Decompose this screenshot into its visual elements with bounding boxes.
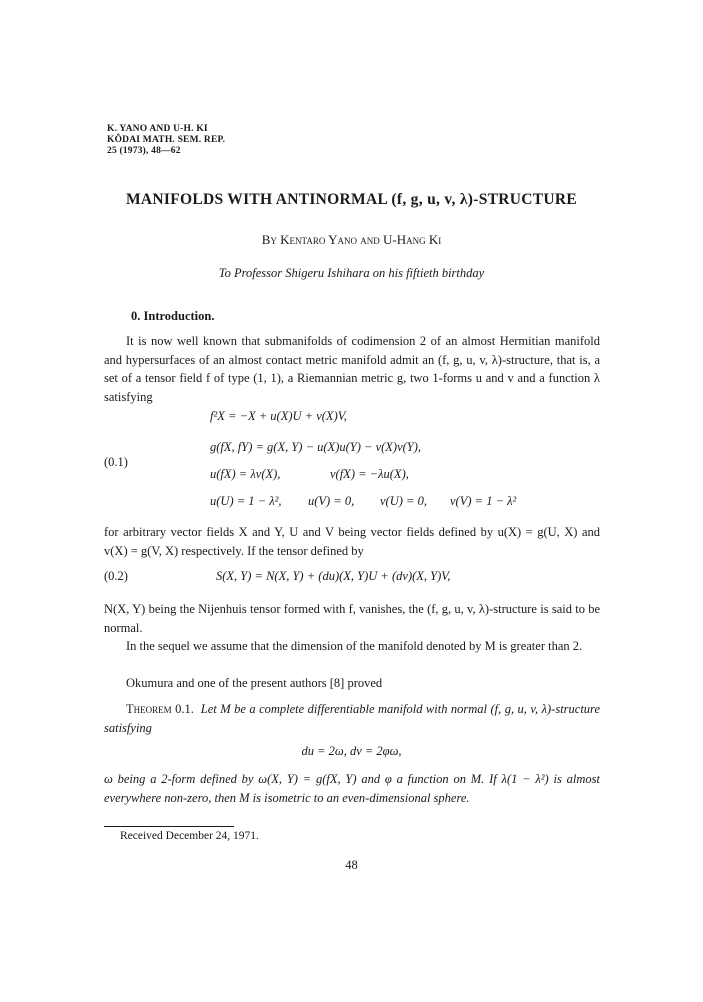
after-eq02-paragraph: N(X, Y) being the Nijenhuis tensor formed with f, vanishes, the (f, g, u, v, λ)-structure is said to be normal. bbox=[104, 602, 600, 635]
eq01-line3a: u(fX) = λv(X), bbox=[210, 467, 281, 481]
after-eq01-paragraph: for arbitrary vector fields X and Y, U and V being vector fields defined by u(X) = g(U, X) and v(X) = g(V, X) respectively. If the tensor defined by bbox=[104, 525, 600, 558]
eq01-line4a: u(U) = 1 − λ², bbox=[210, 494, 282, 508]
eq01-label: (0.1) bbox=[104, 455, 128, 469]
header-journal: KÔDAI MATH. SEM. REP. bbox=[107, 135, 226, 145]
eq01-line2: g(fX, fY) = g(X, Y) − u(X)u(Y) − v(X)v(Y), bbox=[210, 440, 422, 454]
okumura-paragraph bbox=[104, 674, 600, 693]
section-heading: 0. Introduction. bbox=[131, 309, 215, 323]
okumura-text: Okumura and one of the present authors [8] proved bbox=[126, 676, 383, 690]
footnote-rule bbox=[104, 826, 234, 827]
eq02-body: S(X, Y) = N(X, Y) + (du)(X, Y)U + (dv)(X, Y)V, bbox=[216, 569, 451, 583]
dimension-text: In the sequel we assume that the dimension of the manifold denoted by M is greater than 2. bbox=[126, 639, 583, 653]
eq01-line3b: v(fX) = −λu(X), bbox=[330, 467, 409, 481]
footnote-received: Received December 24, 1971. bbox=[120, 830, 259, 842]
dimension-paragraph bbox=[104, 637, 600, 656]
header-volume: 25 (1973), 48—62 bbox=[107, 146, 181, 156]
theorem-text2: ω being a 2-form defined by ω(X, Y) = g(fX, Y) and φ a function on M. If λ(1 − λ²) is almost everywhere non-zero, then M is isometric to an even-dimensional sphere. bbox=[104, 772, 600, 805]
eq02-label: (0.2) bbox=[104, 569, 128, 583]
page-number: 48 bbox=[345, 858, 358, 872]
theorem-label: Theorem 0.1. bbox=[126, 702, 194, 716]
theorem-block bbox=[104, 700, 600, 737]
dedication: To Professor Shigeru Ishihara on his fiftieth birthday bbox=[218, 266, 485, 280]
paper-byline: By Kentaro Yano and U-Hang Ki bbox=[261, 232, 442, 247]
intro-text: It is now well known that submanifolds of codimension 2 of an almost Hermitian manifold and hypersurfaces of an almost contact metric manifold admit an (f, g, u, v, λ)-structure, that is, a set of a tensor field f of type (1, 1), a Riemannian metric g, two 1-forms u and v and a function λ satisfying bbox=[104, 334, 600, 404]
header-authors: K. YANO AND U-H. KI bbox=[107, 124, 208, 134]
eq01-line4b: u(V) = 0, bbox=[308, 494, 355, 508]
theorem-text1: Let M be a complete differentiable manifold with normal (f, g, u, v, λ)-structure satisfying bbox=[104, 702, 601, 735]
theorem-equation: du = 2ω, dv = 2φω, bbox=[301, 744, 402, 758]
intro-paragraph bbox=[104, 332, 600, 406]
eq01-line4d: v(V) = 1 − λ² bbox=[450, 494, 517, 508]
eq01-line1: f²X = −X + u(X)U + v(X)V, bbox=[210, 409, 347, 423]
eq01-line4c: v(U) = 0, bbox=[380, 494, 427, 508]
paper-title: MANIFOLDS WITH ANTINORMAL (f, g, u, v, λ)-STRUCTURE bbox=[125, 191, 578, 208]
